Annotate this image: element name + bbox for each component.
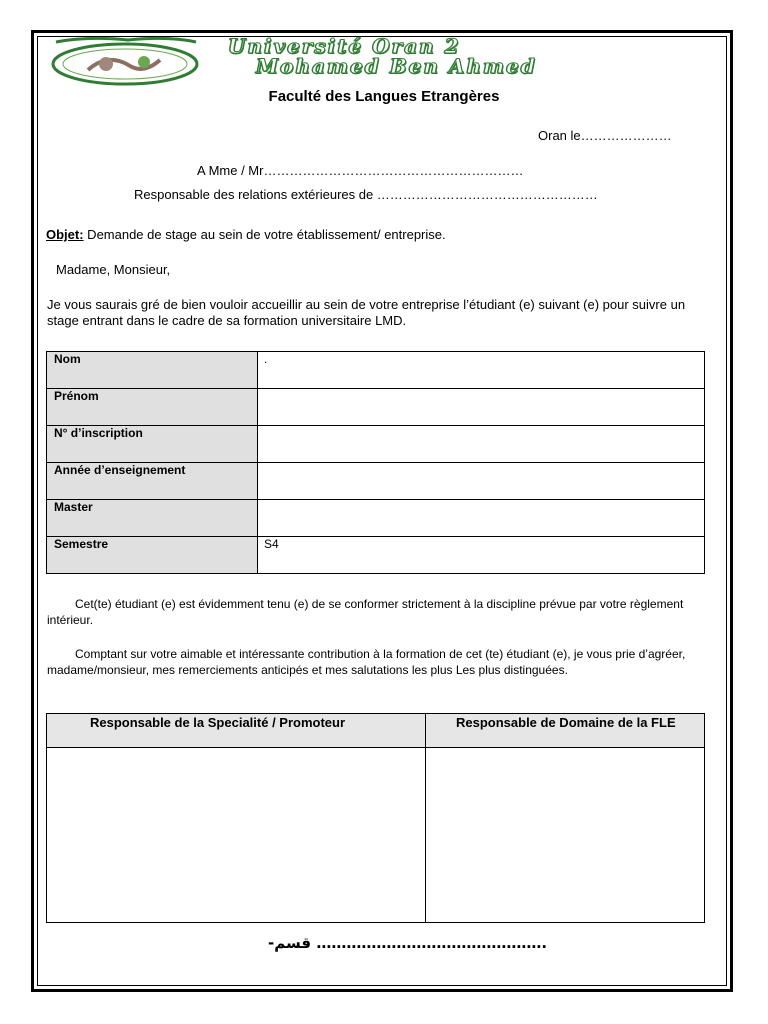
table-row <box>47 352 705 389</box>
university-logo-icon <box>48 34 202 86</box>
row-label-annee: Année d’enseignement <box>47 463 258 500</box>
row-value-nom: . <box>258 352 705 389</box>
student-info-table <box>46 351 705 574</box>
row-label-semestre: Semestre <box>47 537 258 574</box>
signature-box-specialite <box>47 748 426 923</box>
row-value-annee <box>258 463 705 500</box>
university-name-line1: Université Oran 2 <box>228 34 461 58</box>
salutation: Madame, Monsieur, <box>56 262 171 277</box>
table-row <box>47 426 705 463</box>
signature-header-specialite: Responsable de la Specialité / Promoteur <box>47 714 426 748</box>
row-label-master: Master <box>47 500 258 537</box>
table-row <box>47 714 705 748</box>
row-label-inscription: N° d’inscription <box>47 426 258 463</box>
thanks-paragraph: Comptant sur votre aimable et intéressante contribution à la formation de cet (te) étudiant (e), je vous prie d’agréer, madame/monsieur, mes remerciements anticipés et mes salutations les plus Les plus distinguées. <box>47 647 686 677</box>
table-row <box>47 500 705 537</box>
place-date: Oran le………………… <box>538 128 672 143</box>
row-value-semestre: S4 <box>258 537 705 574</box>
faculty-title: Faculté des Langues Etrangères <box>268 88 500 105</box>
row-value-master <box>258 500 705 537</box>
recipient-role-line: Responsable des relations extérieures de …………………………………………… <box>134 187 598 202</box>
row-value-inscription <box>258 426 705 463</box>
signature-header-domaine: Responsable de Domaine de la FLE <box>426 714 705 748</box>
row-value-prenom <box>258 389 705 426</box>
department-line <box>268 934 547 952</box>
object-label: Objet: <box>46 227 84 242</box>
department-text: قسم ………………………………………. <box>274 934 548 952</box>
department-mark: - <box>268 934 275 952</box>
university-name-line2: Mohamed Ben Ahmed <box>256 54 537 78</box>
object-text: Demande de stage au sein de votre établissement/ entreprise. <box>83 227 446 242</box>
recipient-line: A Mme / Mr…………………………………………………… <box>197 163 524 178</box>
table-row <box>47 748 705 923</box>
discipline-paragraph: Cet(te) étudiant (e) est évidemment tenu (e) de se conformer strictement à la discipline prévue par votre règlement intérieur. <box>47 597 684 627</box>
signature-table <box>46 713 705 923</box>
row-label-nom: Nom <box>47 352 258 389</box>
row-label-prenom: Prénom <box>47 389 258 426</box>
object-line <box>46 227 446 243</box>
table-row <box>47 463 705 500</box>
signature-box-domaine <box>426 748 705 923</box>
intro-paragraph: Je vous saurais gré de bien vouloir accueillir au sein de votre entreprise l’étudiant (e) suivant (e) pour suivre un stage entrant dans le cadre de sa formation universitaire LMD. <box>47 297 686 328</box>
table-row <box>47 537 705 574</box>
table-row <box>47 389 705 426</box>
